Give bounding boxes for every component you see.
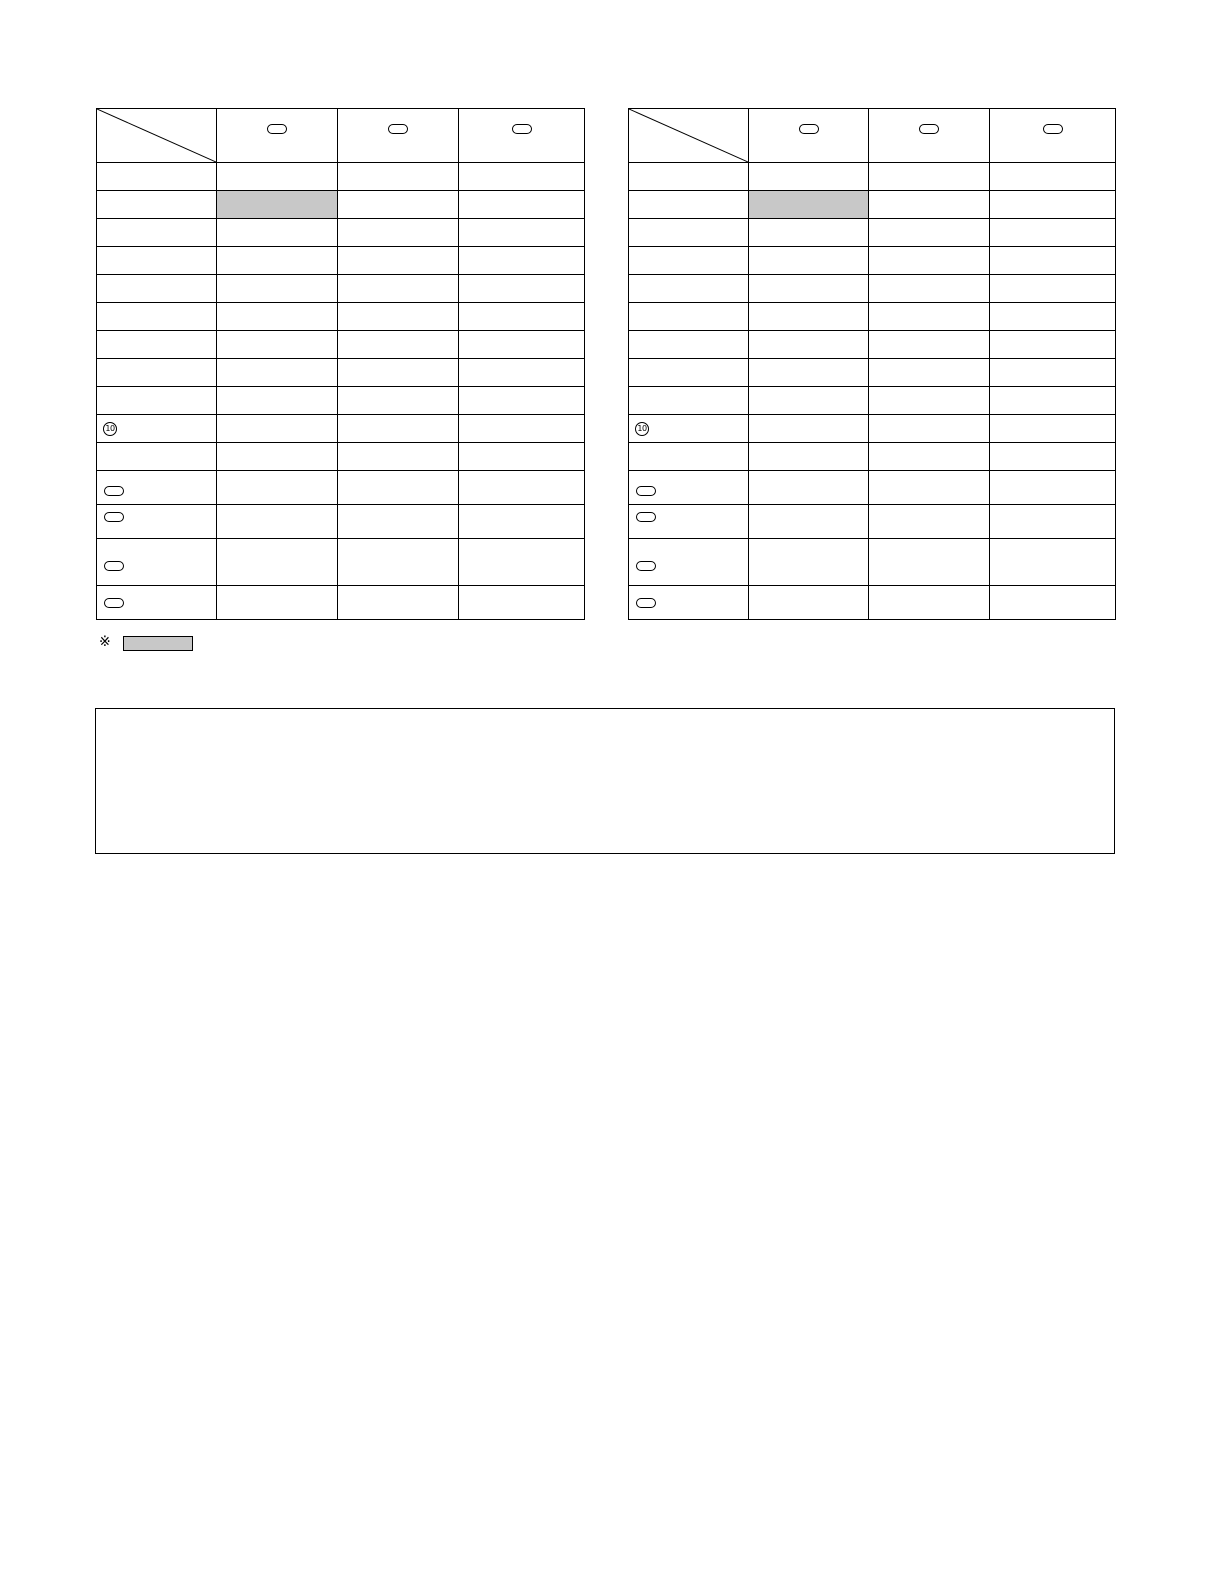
row-label (629, 359, 749, 387)
table-cell (869, 219, 990, 247)
row-label (97, 539, 217, 586)
pill-icon (104, 598, 124, 608)
column-header (869, 109, 990, 163)
row-label (97, 415, 217, 443)
table-cell (217, 331, 338, 359)
table-row (97, 303, 585, 331)
table-row (97, 387, 585, 415)
table-cell (338, 443, 459, 471)
table-cell (338, 471, 459, 505)
table-cell (749, 539, 869, 586)
table-cell (869, 387, 990, 415)
table-cell (338, 247, 459, 275)
table-row (629, 387, 1116, 415)
table-row (629, 539, 1116, 586)
row-label (629, 586, 749, 620)
row-label (629, 303, 749, 331)
table-cell (338, 359, 459, 387)
table-cell (990, 275, 1116, 303)
table-cell (990, 247, 1116, 275)
column-header (459, 109, 585, 163)
table-row (629, 415, 1116, 443)
table-cell (217, 359, 338, 387)
row-label (629, 163, 749, 191)
table-row (629, 219, 1116, 247)
pill-icon (267, 124, 287, 134)
table-cell (990, 359, 1116, 387)
table-cell (338, 163, 459, 191)
pill-icon (799, 124, 819, 134)
corner-cell (97, 109, 217, 163)
table-cell (869, 539, 990, 586)
table-cell (749, 247, 869, 275)
table-header-row (629, 109, 1116, 163)
table-cell (990, 219, 1116, 247)
table-cell (338, 387, 459, 415)
column-header (338, 109, 459, 163)
table-cell (338, 191, 459, 219)
pill-icon (636, 598, 656, 608)
table-cell (990, 505, 1116, 539)
shaded-cell (749, 191, 869, 219)
row-label (629, 415, 749, 443)
table-row (629, 505, 1116, 539)
table-header-row (97, 109, 585, 163)
left-table (96, 108, 585, 620)
table-row (97, 471, 585, 505)
pill-icon (104, 512, 124, 522)
table-row (97, 275, 585, 303)
table-cell (749, 443, 869, 471)
corner-cell (629, 109, 749, 163)
table-cell (990, 191, 1116, 219)
table-cell (217, 219, 338, 247)
row-label (629, 219, 749, 247)
table-cell (749, 163, 869, 191)
table-cell (990, 443, 1116, 471)
row-label (629, 471, 749, 505)
row-label (97, 219, 217, 247)
row-label (97, 247, 217, 275)
table-cell (459, 443, 585, 471)
row-label (97, 443, 217, 471)
table-cell (869, 586, 990, 620)
table-cell (217, 586, 338, 620)
table-row (97, 415, 585, 443)
table-cell (990, 163, 1116, 191)
table-cell (990, 586, 1116, 620)
table-cell (749, 359, 869, 387)
table-cell (459, 359, 585, 387)
table-cell (338, 415, 459, 443)
table-cell (338, 505, 459, 539)
column-header (990, 109, 1116, 163)
table-cell (990, 303, 1116, 331)
row-label (629, 539, 749, 586)
table-cell (217, 387, 338, 415)
table-cell (869, 191, 990, 219)
pill-icon (636, 486, 656, 496)
circled-number-icon: 10 (635, 422, 649, 436)
table-cell (459, 387, 585, 415)
table-cell (749, 471, 869, 505)
table-row (629, 191, 1116, 219)
table-row (97, 331, 585, 359)
table-cell (869, 359, 990, 387)
row-label (97, 359, 217, 387)
table-cell (459, 471, 585, 505)
row-label (97, 586, 217, 620)
table-row (97, 359, 585, 387)
table-row (629, 471, 1116, 505)
table-cell (459, 303, 585, 331)
row-label (629, 505, 749, 539)
row-label (97, 387, 217, 415)
row-label (97, 275, 217, 303)
table-cell (459, 331, 585, 359)
table-cell (338, 331, 459, 359)
table-cell (217, 303, 338, 331)
pill-icon (104, 486, 124, 496)
table-cell (869, 275, 990, 303)
table-cell (217, 505, 338, 539)
table-cell (217, 247, 338, 275)
table-cell (990, 331, 1116, 359)
pill-icon (1043, 124, 1063, 134)
row-label (629, 387, 749, 415)
table-row (97, 505, 585, 539)
row-label (97, 505, 217, 539)
table-cell (217, 443, 338, 471)
table-cell (990, 387, 1116, 415)
table-cell (749, 303, 869, 331)
table-row (97, 539, 585, 586)
row-label (629, 191, 749, 219)
table-cell (749, 331, 869, 359)
right-table (628, 108, 1116, 620)
table-cell (459, 586, 585, 620)
table-cell (338, 303, 459, 331)
table-cell (749, 415, 869, 443)
table-cell (749, 219, 869, 247)
note-mark: ※ (99, 634, 111, 650)
row-label (629, 443, 749, 471)
table-cell (749, 505, 869, 539)
shading-swatch (123, 636, 193, 651)
table-cell (459, 539, 585, 586)
table-cell (869, 443, 990, 471)
table-cell (338, 586, 459, 620)
table-cell (217, 539, 338, 586)
table-row (629, 275, 1116, 303)
table-cell (749, 586, 869, 620)
table-row (97, 163, 585, 191)
pill-icon (636, 561, 656, 571)
pill-icon (104, 561, 124, 571)
table-cell (217, 163, 338, 191)
table-cell (869, 247, 990, 275)
row-label (629, 275, 749, 303)
pill-icon (512, 124, 532, 134)
row-label (629, 331, 749, 359)
table-cell (990, 471, 1116, 505)
table-cell (459, 219, 585, 247)
row-label (629, 247, 749, 275)
row-label (97, 331, 217, 359)
table-cell (459, 275, 585, 303)
table-cell (217, 415, 338, 443)
table-row (629, 586, 1116, 620)
table-cell (338, 275, 459, 303)
diagonal-line (97, 109, 216, 162)
pill-icon (388, 124, 408, 134)
table-row (97, 191, 585, 219)
table-cell (749, 275, 869, 303)
table-cell (217, 471, 338, 505)
pill-icon (636, 512, 656, 522)
table-cell (869, 331, 990, 359)
row-label (97, 191, 217, 219)
info-box (95, 708, 1115, 854)
table-cell (217, 275, 338, 303)
column-header (749, 109, 869, 163)
shaded-cell (217, 191, 338, 219)
table-cell (459, 415, 585, 443)
table-cell (869, 505, 990, 539)
table-cell (338, 539, 459, 586)
table-cell (990, 539, 1116, 586)
table-row (97, 586, 585, 620)
table-row (629, 443, 1116, 471)
table-cell (459, 191, 585, 219)
row-label (97, 303, 217, 331)
table-row (629, 163, 1116, 191)
table-cell (869, 471, 990, 505)
row-label (97, 471, 217, 505)
table-cell (869, 415, 990, 443)
circled-number-icon: 10 (103, 422, 117, 436)
table-cell (869, 303, 990, 331)
table-row (629, 303, 1116, 331)
diagonal-line (629, 109, 748, 162)
table-row (97, 247, 585, 275)
row-label (97, 163, 217, 191)
table-row (97, 219, 585, 247)
table-row (629, 331, 1116, 359)
table-cell (459, 247, 585, 275)
table-cell (459, 505, 585, 539)
table-cell (749, 387, 869, 415)
column-header (217, 109, 338, 163)
table-cell (338, 219, 459, 247)
table-row (629, 247, 1116, 275)
table-row (97, 443, 585, 471)
table-cell (459, 163, 585, 191)
pill-icon (919, 124, 939, 134)
table-cell (869, 163, 990, 191)
table-row (629, 359, 1116, 387)
table-cell (990, 415, 1116, 443)
